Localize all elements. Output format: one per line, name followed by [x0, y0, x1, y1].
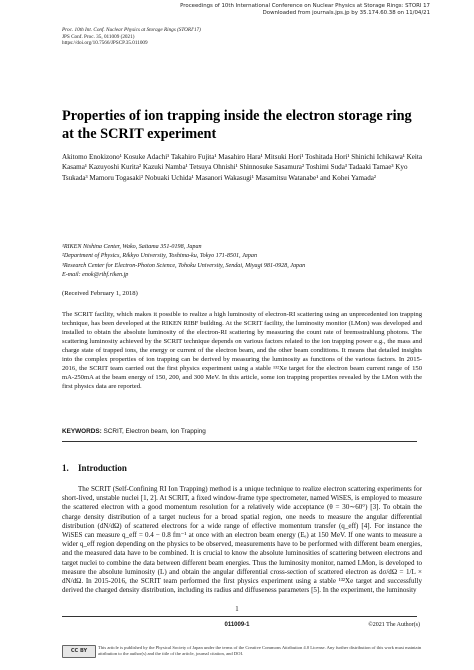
journal-citation: JPS Conf. Proc. 35, 011009 (2021)	[62, 33, 135, 40]
license-text: This article is published by the Physical Society of Japan under the terms of the Creative Commons Attribution 4.0 License. Any further distribution of this work must maintain attribution to the author(s) and the title of the article, journal citation, and DOI.	[98, 645, 422, 656]
section-heading	[62, 463, 127, 473]
email: E-mail: enok@ribf.riken.jp	[62, 272, 129, 279]
abstract-divider	[62, 441, 417, 442]
keywords-value: SCRIT, Electron beam, Ion Trapping	[103, 428, 206, 435]
download-banner-line-1: Proceedings of 10th International Conference on Nuclear Physics at Storage Rings: STORI 17	[180, 3, 430, 9]
received-date: (Received February 1, 2018)	[62, 290, 138, 297]
keywords-label: KEYWORDS:	[62, 428, 102, 435]
affiliation-2: ²Department of Physics, Rikkyo University, Toshima-ku, Tokyo 171-8501, Japan	[62, 253, 257, 260]
keywords	[62, 428, 422, 435]
introduction-text: The SCRIT (Self-Confining RI Ion Trapping) method is a unique technique to realize electron scattering experiments for short-lived, unstable nuclei [1, 2]. At SCRIT, a fixed window-frame type spectrometer, named WiSES, is employed to measure the scattered electron with a good momentum resolution for a relatively wide acceptance (θ = 30∼60°) [3]. To obtain the charge density distribution of a target nucleus for a broad spatial region, one needs to measure the angular differential distribution (dN/dΩ) of scattered electrons for a wide range of effective momentum transfer (q_eff) [4]. For instance the WiSES can measure q_eff = 0.4 − 0.8 fm⁻¹ at once with an electron beam energy (Eₑ) at 150 MeV. If one wants to measure a wider q_eff region depending on the physics to be observed, measurements have to be performed with different beam energies, and the measured data have to be combined. It is crucial to know the absolute luminosities of scattering between electrons and target nuclei to combine the data between different beam energies. Thus the luminosity monitor, named LMon, is developed to measure the absolute luminosity (L) and obtain the angular differential cross-section of scattered electron as dσ/dΩ = 1/L × dN/dΩ. In 2015-2016, the SCRIT team performed the first physics experiment using a stable ¹³²Xe target and successfully derived the charged density distribution, including its radius and diffuseness parameters [5]. In the experiment, the luminosity	[62, 485, 422, 595]
journal-info	[62, 27, 201, 47]
section-number: 1.	[62, 463, 69, 473]
paper-title: Properties of ion trapping inside the electron storage ring at the SCRIT experiment	[62, 108, 412, 142]
doi-link[interactable]: https://doi.org/10.7566/JPSCP.35.011009	[62, 40, 148, 47]
page-number: 1	[235, 606, 239, 613]
affiliation-1: ¹RIKEN Nishina Center, Wako, Saitama 351-0198, Japan	[62, 244, 202, 250]
download-banner	[0, 3, 474, 17]
cc-license-icon: CC BY	[62, 645, 96, 658]
author-list: Akitomo Enokizono¹ Kosuke Adachi¹ Takahiro Fujita¹ Masahiro Hara¹ Mitsuki Hori¹ Toshitada Hori¹ Shinichi Ichikawa¹ Keita Kasama¹ Kazuyoshi Kurita² Kazuki Namba¹ Tetsuya Ohnishi¹ Shinnosuke Sasamura² Toshimi Suda³ Tadaaki Tamae³ Kyo Tsukada³ Mamoru Togasaki² Nobuaki Uchida¹ Masanori Wakasugi¹ Masamitsu Watanabe¹ and Kohei Yamada²	[62, 153, 422, 182]
footer-divider	[62, 616, 417, 617]
copyright: ©2021 The Author(s)	[368, 622, 420, 628]
affiliation-3: ³Research Center for Electron-Photon Science, Tohoku University, Sendai, Miyagi 981-0928, Japan	[62, 262, 306, 269]
article-number: 011009-1	[224, 622, 250, 628]
proceedings-line: Proc. 10th Int. Conf. Nuclear Physics at Storage Rings (STORI'17)	[62, 27, 201, 33]
abstract: The SCRIT facility, which makes it possible to realize a high luminosity of electron-RI scattering using an unprecedented ion trapping technique, has been developed at the RIKEN RIBF building. At the SCRIT facility, the luminosity monitor (LMon) was developed and installed to obtain the absolute luminosity of the electron-RI scattering by measuring the count rate of bremsstrahlung photons. The scattering luminosity achieved by the SCRIT technique depends on various factors related to the ion trapping power e.g., the mass and charge state of trapped ions, the energy or current of the electron beam, and the other beam conditions. It means that detailed insights into the complex properties of ion trapping can be derived by measuring the luminosity as functions of the various factors. In 2015-2016, the SCRIT team carried out the first physics experiment using a stable ¹³²Xe target for the electron beam current range of 150 mA-250mA at the beam energy of 150, 200, and 300 MeV. In this article, some ion trapping properties revealed by the LMon with the first physics data are reported.	[62, 311, 422, 391]
section-title: Introduction	[78, 463, 127, 473]
download-banner-line-2: Downloaded from journals.jps.jp by 35.174.60.38 on 11/04/21	[262, 10, 430, 16]
affiliations	[62, 243, 422, 281]
